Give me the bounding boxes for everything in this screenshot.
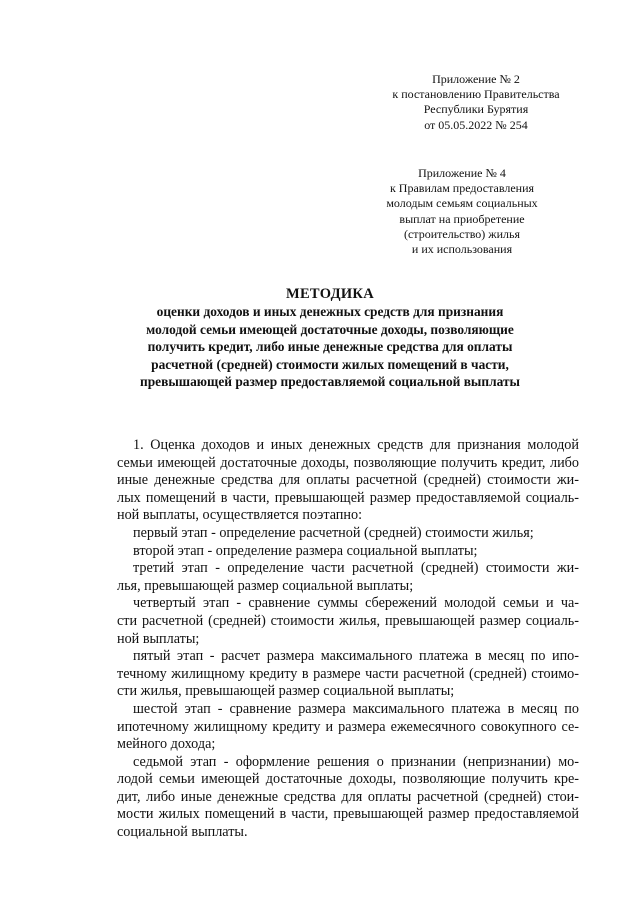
body-line: мейного дохода;: [117, 736, 216, 753]
body-line: ипотечному жилищному кредиту и размера ежемесячного совокупного се-: [117, 718, 579, 735]
appendix-2-line: от 05.05.2022 № 254: [424, 117, 528, 132]
stage-7: седьмой этап - оформление решения о признании (непризнании) мо-: [133, 753, 579, 770]
body-line: лодой семьи имеющей достаточные доходы, позволяющие получить кре-: [117, 771, 579, 788]
appendix-2-header: [346, 72, 606, 133]
body-line: лья, превышающей размер социальной выплаты;: [117, 577, 414, 594]
body-line: семьи имеющей достаточные доходы, позволяющие получить кредит, либо: [117, 454, 579, 471]
stage-1: первый этап - определение расчетной (средней) стоимости жилья;: [133, 524, 534, 541]
body-line: ной выплаты;: [117, 630, 200, 647]
appendix-4-line: (строительство) жилья: [403, 226, 520, 241]
body-line: 1. Оценка доходов и иных денежных средств для признания молодой: [133, 437, 579, 453]
document-body: [117, 437, 579, 842]
body-line: дит, либо иные денежные средства для оплаты расчетной (средней) стои-: [117, 788, 579, 805]
body-line: мости жилых помещений в части, превышающей размер предоставляемой: [117, 806, 579, 823]
appendix-2-line: Республики Бурятия: [423, 102, 529, 117]
body-line: ной выплаты, осуществляется поэтапно:: [117, 507, 363, 524]
body-line: сти расчетной (средней) стоимости жилья, превышающей размер социаль-: [117, 612, 579, 629]
title-line: оценки доходов и иных денежных средств для признания: [156, 304, 504, 319]
title-main: МЕТОДИКА: [285, 286, 375, 302]
body-line: течному жилищному кредиту в размере части расчетной (средней) стоимо-: [117, 665, 579, 682]
stage-5: пятый этап - расчет размера максимального платежа в месяц по ипо-: [133, 648, 579, 665]
document-title: [80, 285, 580, 391]
appendix-4-header: [332, 166, 592, 257]
stage-2: второй этап - определение размера социальной выплаты;: [133, 542, 478, 559]
title-line: расчетной (средней) стоимости жилых помещений в части,: [151, 356, 509, 372]
stage-4: четвертый этап - сравнение суммы сбережений молодой семьи и ча-: [133, 595, 579, 612]
body-line: лых помещений в части, превышающей размер предоставляемой социаль-: [117, 489, 579, 506]
appendix-4-line: молодым семьям социальных: [386, 196, 538, 211]
body-line: иные денежные средства для оплаты расчетной (средней) стоимости жи-: [117, 472, 579, 489]
title-line: превышающей размер предоставляемой социальной выплаты: [139, 374, 520, 389]
appendix-4-line: к Правилам предоставления: [389, 181, 535, 196]
appendix-4-line: выплат на приобретение: [399, 211, 525, 226]
appendix-4-line: Приложение № 4: [418, 166, 506, 180]
body-line: социальной выплаты.: [117, 824, 248, 841]
body-line: сти жилья, превышающей размер социальной выплаты;: [117, 683, 455, 700]
title-line: молодой семьи имеющей достаточные доходы, позволяющие: [146, 321, 514, 337]
stage-6: шестой этап - сравнение размера максимального платежа в месяц по: [133, 700, 579, 717]
stage-3: третий этап - определение части расчетной (средней) стоимости жи-: [133, 560, 579, 577]
appendix-2-line: Приложение № 2: [432, 72, 520, 86]
appendix-2-line: к постановлению Правительства: [392, 87, 560, 102]
title-line: получить кредит, либо иные денежные средства для оплаты: [147, 339, 513, 354]
appendix-4-line: и их использования: [411, 242, 513, 257]
